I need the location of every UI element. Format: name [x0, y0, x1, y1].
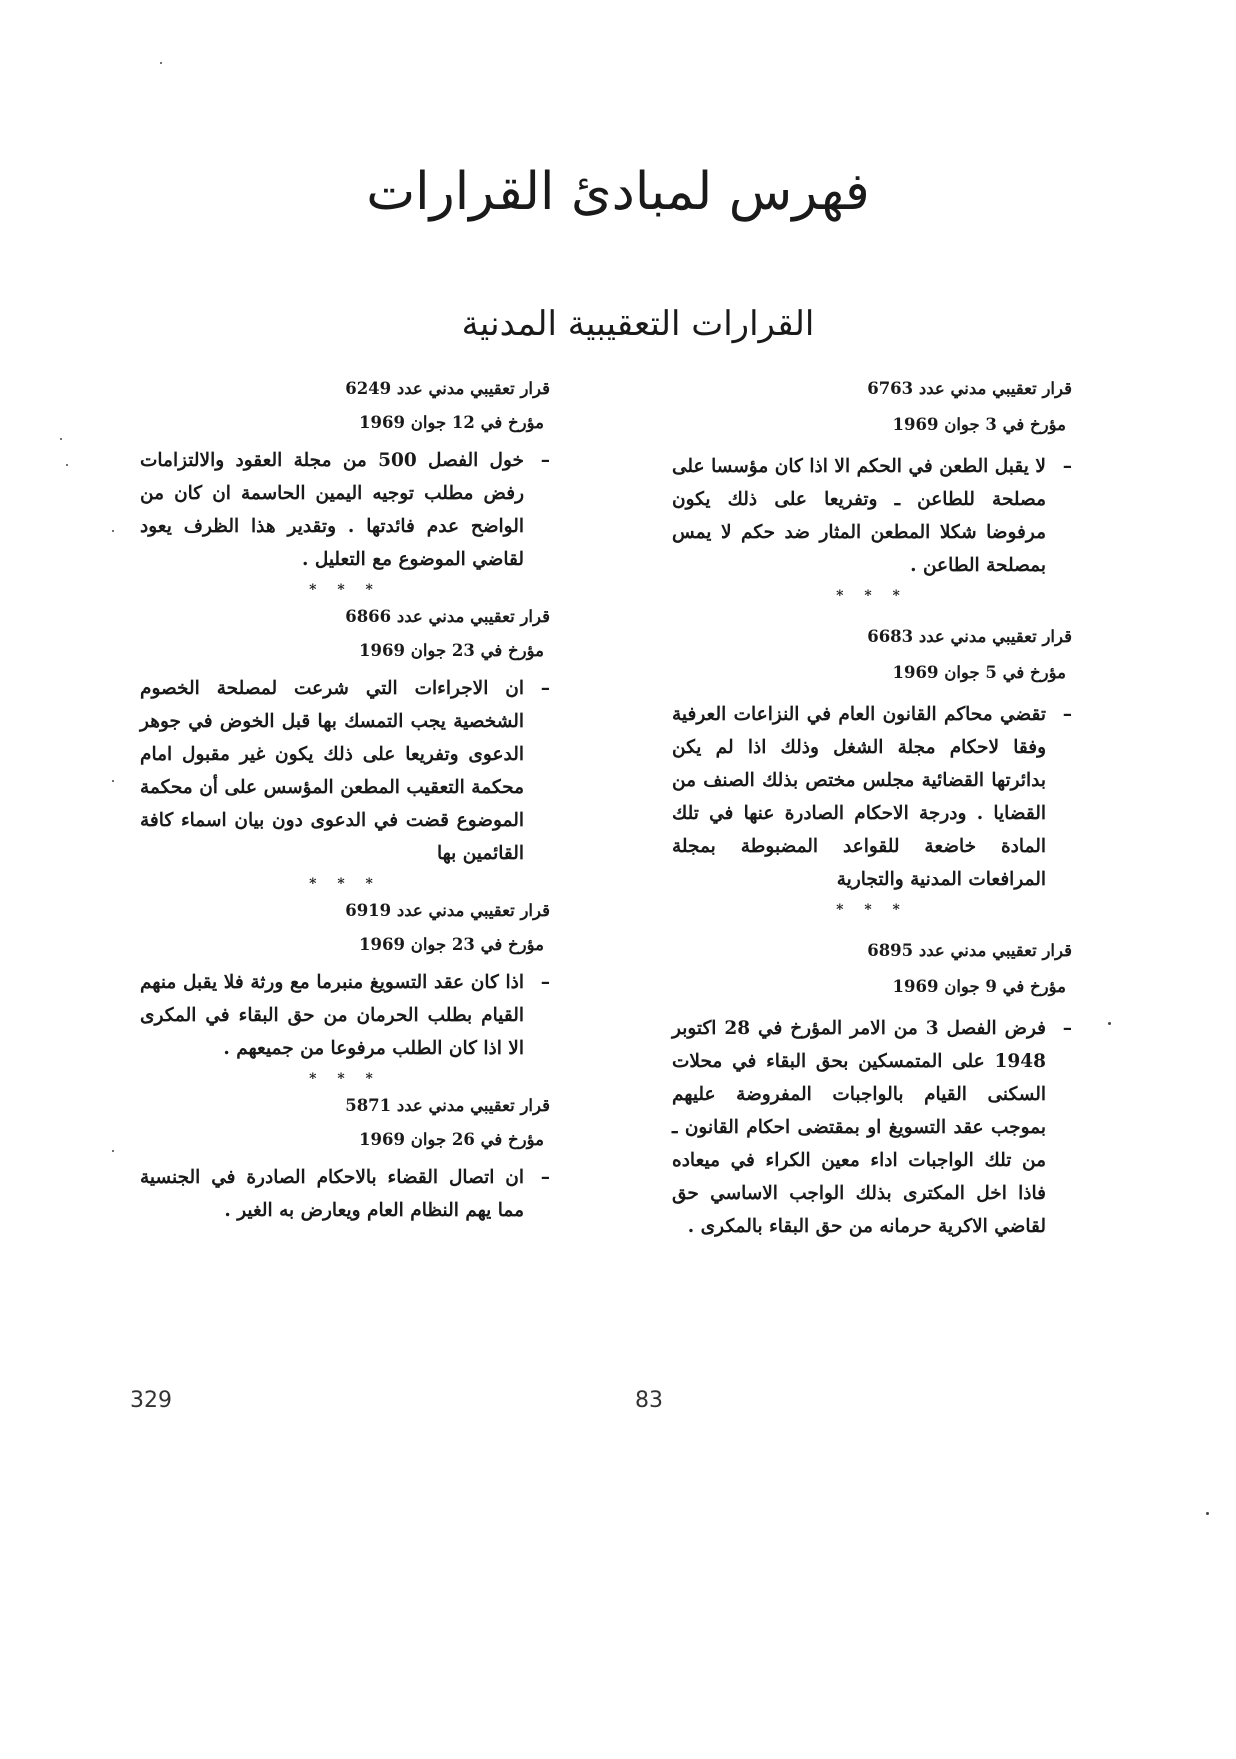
- decision-entry: [140, 1095, 550, 1227]
- decision-summary: – تقضي محاكم القانون العام في النزاعات العرفية وفقا لاحكام مجلة الشغل وذلك اذا لم يكن بدائرتها القضائية مجلس مختص بذلك الصنف من القضايا . ودرجة الاحكام الصادرة عنها في تلك المادة خاضعة للقواعد المضبوطة بمجلة المرافعات المدنية والتجارية: [672, 698, 1072, 896]
- decision-entry: [672, 378, 1072, 604]
- decision-entry: [140, 606, 550, 892]
- decision-summary: – لا يقبل الطعن في الحكم الا اذا كان مؤسسا على مصلحة للطاعن ـ وتفريعا على ذلك يكون مرفوضا شكلا المطعن المثار ضد حكم لا يمس بمصلحة الطاعن .: [672, 450, 1072, 582]
- scan-speck: [66, 464, 68, 466]
- page-number-left: 329: [130, 1388, 172, 1413]
- entry-separator: * * *: [309, 876, 381, 892]
- entry-separator: * * *: [836, 588, 908, 604]
- decision-header: قرار تعقيبي مدني عدد 5871: [345, 1096, 550, 1115]
- entry-separator: * * *: [309, 1071, 381, 1087]
- page-number-center: 83: [635, 1388, 663, 1413]
- scan-speck: [160, 62, 162, 64]
- entry-separator: * * *: [309, 582, 381, 598]
- decision-entry: [140, 900, 550, 1087]
- section-subtitle: القرارات التعقيبية المدنية: [461, 304, 815, 344]
- decision-date: مؤرخ في 9 جوان 1969: [892, 977, 1066, 996]
- entry-separator: * * *: [836, 902, 908, 918]
- decision-entry: [672, 626, 1072, 918]
- decision-header: قرار تعقيبي مدني عدد 6866: [345, 607, 550, 626]
- decision-date: مؤرخ في 26 جوان 1969: [359, 1130, 544, 1149]
- decision-header: قرار تعقيبي مدني عدد 6763: [867, 379, 1072, 398]
- scan-speck: [112, 530, 114, 532]
- decision-date: مؤرخ في 12 جوان 1969: [359, 413, 544, 432]
- decision-header: قرار تعقيبي مدني عدد 6683: [867, 627, 1072, 646]
- scan-speck: [112, 780, 114, 782]
- decision-summary: – ان الاجراءات التي شرعت لمصلحة الخصوم الشخصية يجب التمسك بها قبل الخوض في جوهر الدعوى وتفريعا على ذلك يكون غير مقبول امام محكمة التعقيب المطعن المؤسس على أن محكمة الموضوع قضت في الدعوى دون بيان اسماء كافة القائمين بها: [140, 672, 550, 870]
- decision-summary: – خول الفصل 500 من مجلة العقود والالتزامات رفض مطلب توجيه اليمين الحاسمة ان كان من الواضح عدم فائدتها . وتقدير هذا الظرف يعود لقاضي الموضوع مع التعليل .: [140, 444, 550, 576]
- decision-header: قرار تعقيبي مدني عدد 6249: [345, 379, 550, 398]
- left-column: [140, 378, 550, 1235]
- page-title: فهرس لمبادئ القرارات: [366, 162, 870, 222]
- decision-date: مؤرخ في 23 جوان 1969: [359, 935, 544, 954]
- decision-date: مؤرخ في 3 جوان 1969: [892, 415, 1066, 434]
- scan-speck: [1206, 1512, 1209, 1515]
- decision-summary: – ان اتصال القضاء بالاحكام الصادرة في الجنسية مما يهم النظام العام ويعارض به الغير .: [140, 1161, 550, 1227]
- scan-speck: [1108, 1022, 1111, 1025]
- decision-header: قرار تعقيبي مدني عدد 6919: [345, 901, 550, 920]
- decision-entry: [672, 940, 1072, 1243]
- decision-summary: – اذا كان عقد التسويغ منبرما مع ورثة فلا يقبل منهم القيام بطلب الحرمان من حق البقاء في المكرى الا اذا كان الطلب مرفوعا من جميعهم .: [140, 966, 550, 1065]
- decision-date: مؤرخ في 23 جوان 1969: [359, 641, 544, 660]
- decision-entry: [140, 378, 550, 598]
- scan-speck: [112, 1150, 114, 1152]
- scan-speck: [60, 438, 62, 440]
- right-column: [672, 378, 1072, 1265]
- decision-date: مؤرخ في 5 جوان 1969: [892, 663, 1066, 682]
- decision-header: قرار تعقيبي مدني عدد 6895: [867, 941, 1072, 960]
- decision-summary: – فرض الفصل 3 من الامر المؤرخ في 28 اكتوبر 1948 على المتمسكين بحق البقاء في محلات السكنى القيام بالواجبات المفروضة عليهم بموجب عقد التسويغ او بمقتضى احكام القانون ـ من تلك الواجبات اداء معين الكراء في ميعاده فاذا اخل المكترى بذلك الواجب الاساسي حق لقاضي الاكرية حرمانه من حق البقاء بالمكرى .: [672, 1012, 1072, 1243]
